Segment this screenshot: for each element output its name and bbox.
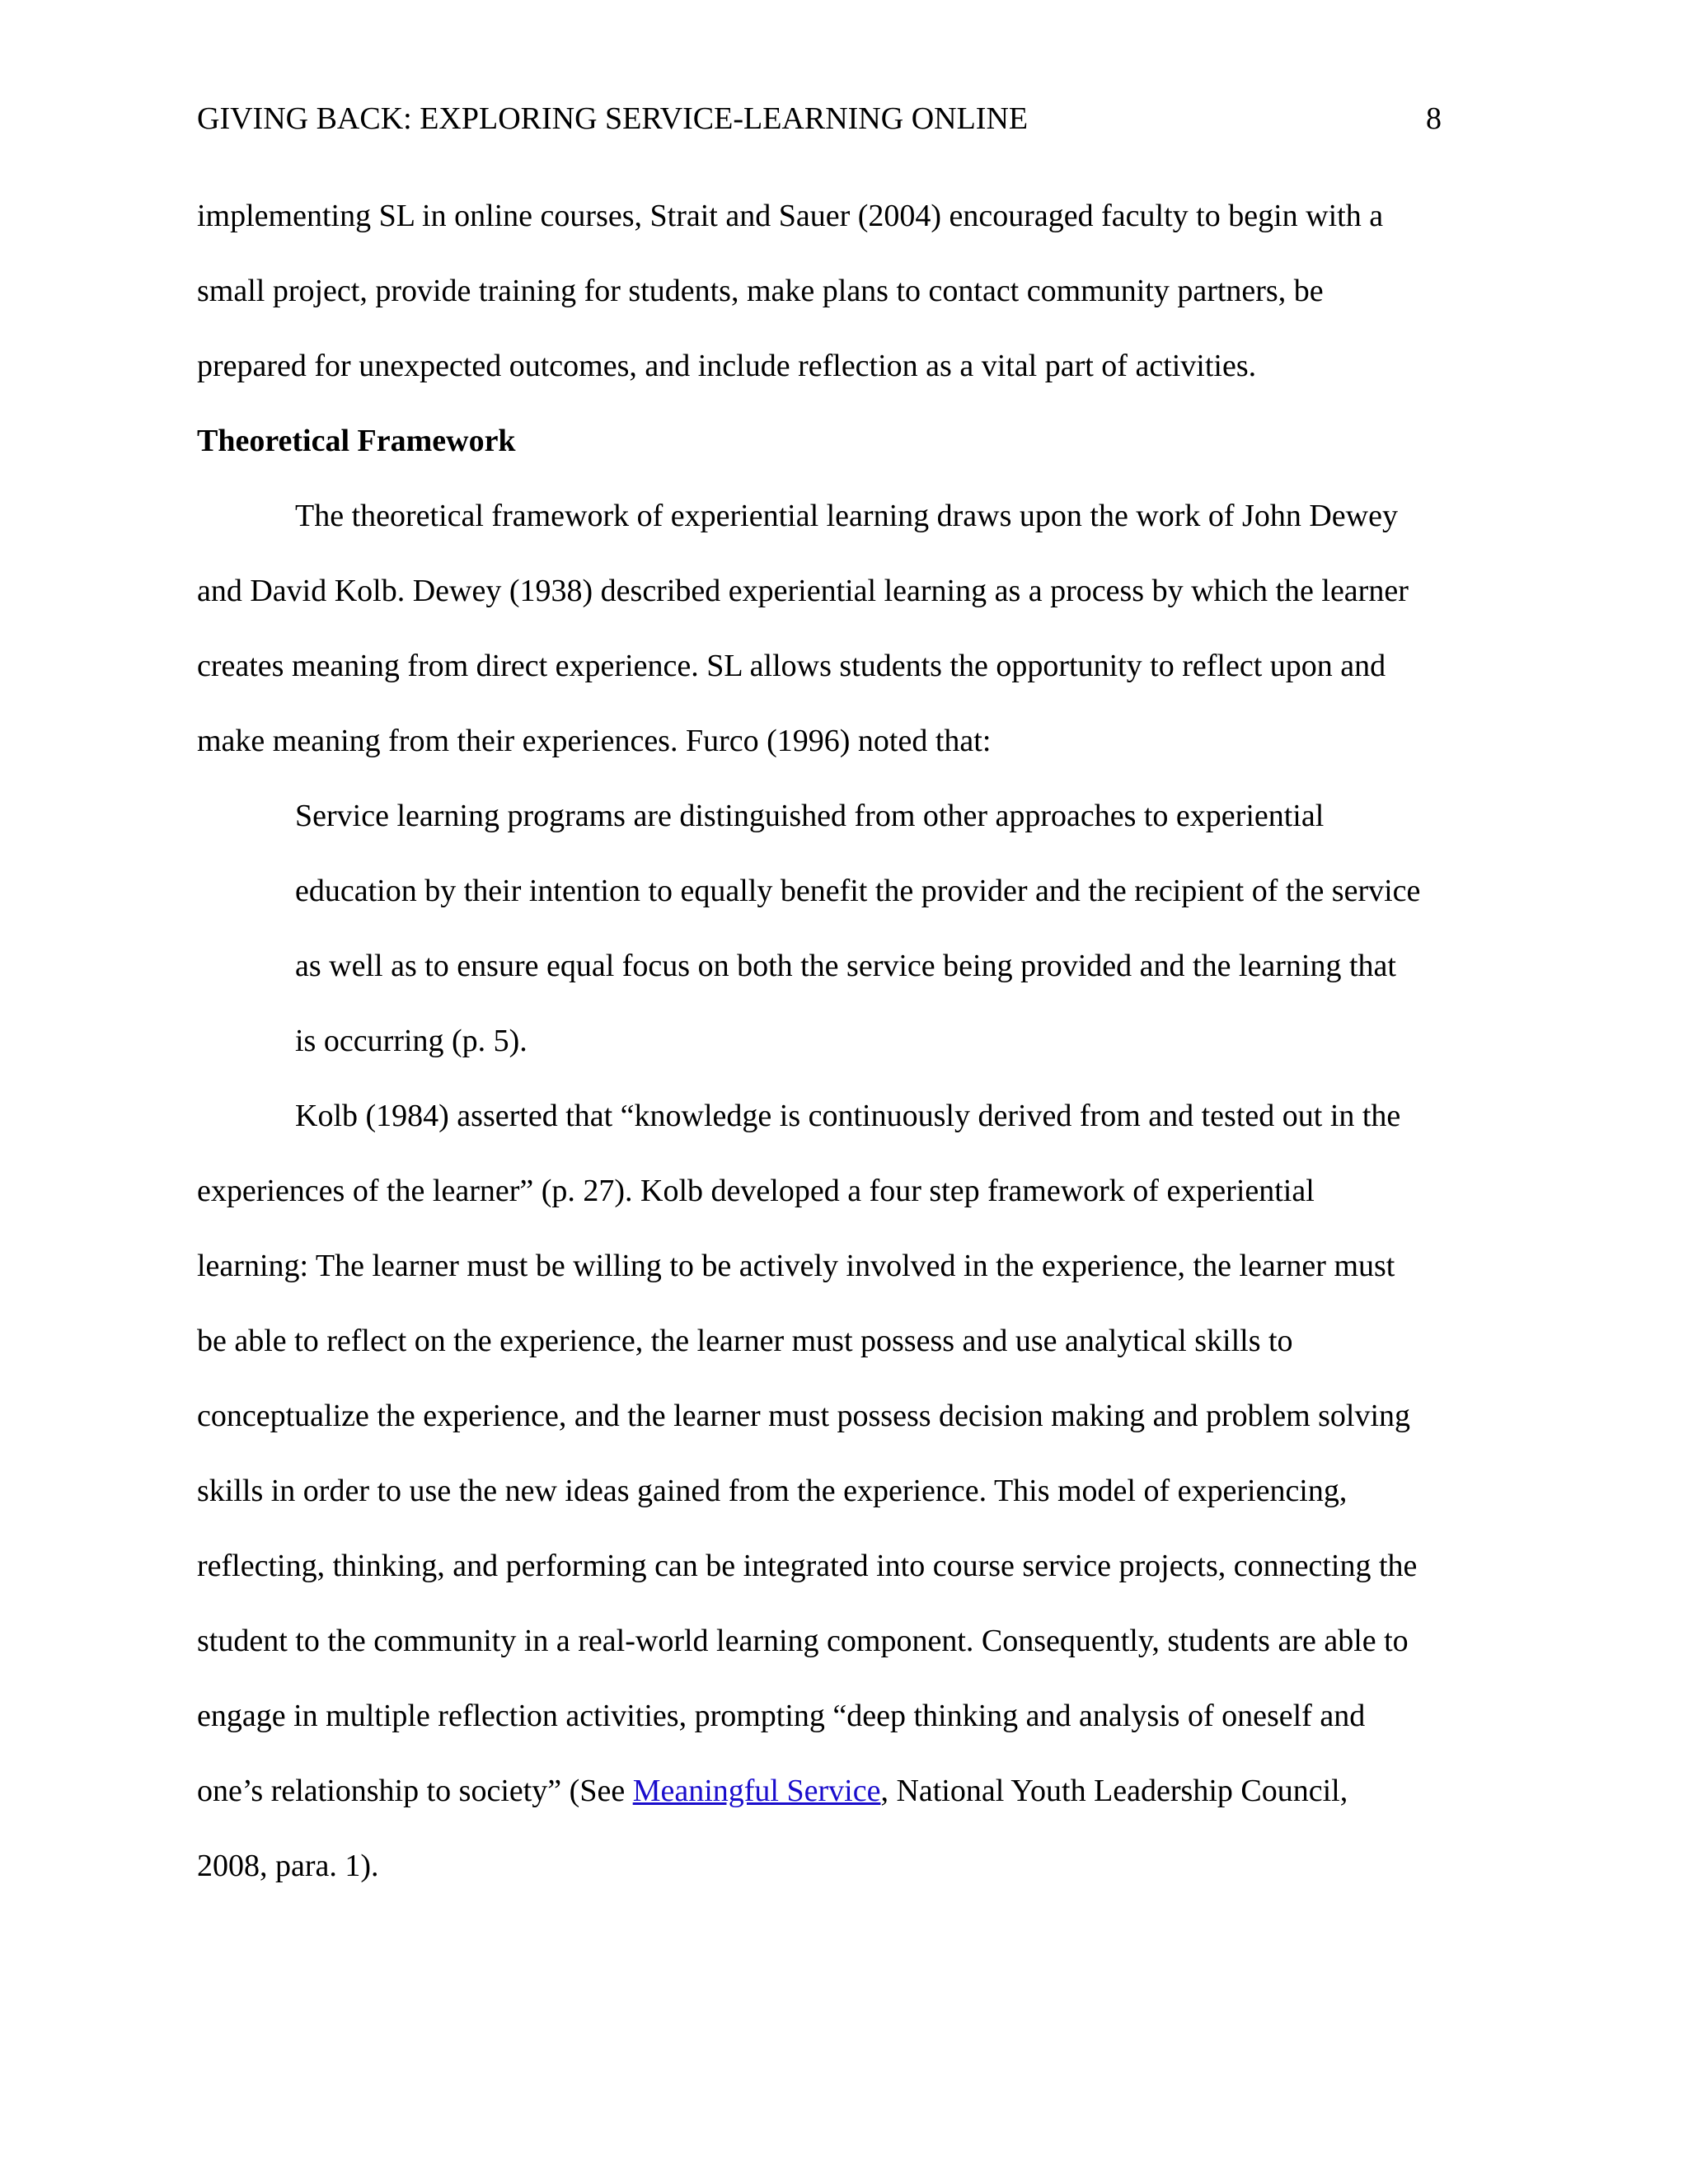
body-line: be able to reflect on the experience, the learner must possess and use analytical skills to <box>197 1324 1293 1358</box>
meaningful-service-link[interactable]: Meaningful Service <box>632 1774 881 1808</box>
body-line: prepared for unexpected outcomes, and include reflection as a vital part of activities. <box>197 349 1257 383</box>
block-quote-line: as well as to ensure equal focus on both the service being provided and the learning that <box>295 949 1396 983</box>
link-line-after: , National Youth Leadership Council, <box>880 1774 1348 1808</box>
block-quote-line: is occurring (p. 5). <box>295 1024 528 1058</box>
body-line: creates meaning from direct experience. SL allows students the opportunity to reflect upon and <box>197 649 1386 683</box>
body-line: small project, provide training for students, make plans to contact community partners, be <box>197 274 1324 308</box>
running-head <box>197 97 1442 140</box>
block-quote-line: education by their intention to equally benefit the provider and the recipient of the service <box>295 874 1421 908</box>
body-line: 2008, para. 1). <box>197 1849 379 1883</box>
body-line: and David Kolb. Dewey (1938) described experiential learning as a process by which the learner <box>197 574 1409 608</box>
body-line: learning: The learner must be willing to be actively involved in the experience, the learner must <box>197 1249 1395 1283</box>
body-line-with-link <box>197 1769 1348 1812</box>
page-number: 8 <box>1426 101 1442 136</box>
body-line: engage in multiple reflection activities, prompting “deep thinking and analysis of oneself and <box>197 1699 1366 1733</box>
running-head-title: GIVING BACK: EXPLORING SERVICE-LEARNING ONLINE <box>197 101 1029 136</box>
body-line: make meaning from their experiences. Furco (1996) noted that: <box>197 724 992 758</box>
body-line: implementing SL in online courses, Strait and Sauer (2004) encouraged faculty to begin with a <box>197 199 1384 233</box>
body-line: Kolb (1984) asserted that “knowledge is continuously derived from and tested out in the <box>295 1099 1401 1133</box>
body-line: skills in order to use the new ideas gained from the experience. This model of experiencing, <box>197 1474 1348 1508</box>
body-line: experiences of the learner” (p. 27). Kolb developed a four step framework of experiential <box>197 1174 1315 1208</box>
body-line: student to the community in a real-world learning component. Consequently, students are able to <box>197 1624 1409 1658</box>
body-line: The theoretical framework of experiential learning draws upon the work of John Dewey <box>295 499 1398 533</box>
body-line: conceptualize the experience, and the learner must possess decision making and problem solving <box>197 1399 1411 1433</box>
section-heading: Theoretical Framework <box>197 424 516 458</box>
block-quote-line: Service learning programs are distinguished from other approaches to experiential <box>295 799 1325 833</box>
link-line-before: one’s relationship to society” (See <box>197 1774 633 1808</box>
body-line: reflecting, thinking, and performing can be integrated into course service projects, connecting the <box>197 1549 1418 1583</box>
